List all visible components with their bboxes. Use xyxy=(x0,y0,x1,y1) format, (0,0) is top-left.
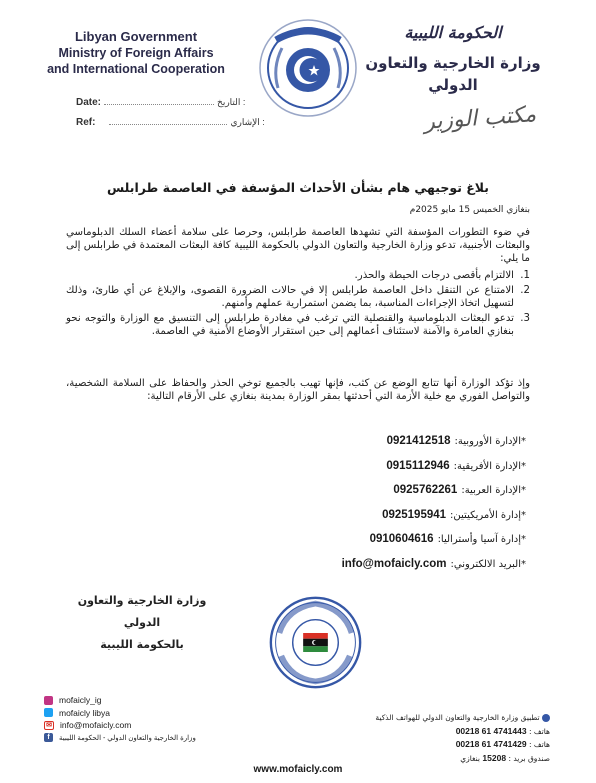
mail-icon: ✉ xyxy=(44,721,54,730)
list-item-text: تدعو البعثات الدبلوماسية والقنصلية التي ترغب في مغادرة طرابلس إلى التنسيق مع الوزارة والتوجه نحو بنغازي العامرة والآمنة لاستئناف أعمالهم إلى حين استقرار الأوضاع الأمنية في العاصمة. xyxy=(66,313,514,337)
list-item-text: الالتزام بأقصى درجات الحيطة والحذر. xyxy=(354,270,514,281)
document-title: بلاغ توجيهي هام بشأن الأحداث المؤسفة في العاصمة طرابلس xyxy=(106,180,489,195)
contact-row: *البريد الالكتروني:info@mofaicly.com xyxy=(341,557,526,570)
date-label: Date: xyxy=(76,97,102,108)
date-line xyxy=(104,96,214,105)
contact-row: *الإدارة الأوروبية:0921412518 xyxy=(386,435,526,447)
social-links xyxy=(44,694,196,744)
ref-line xyxy=(109,116,227,125)
minister-office-signature: مكتب الوزير xyxy=(423,102,537,135)
signature-line1: وزارة الخارجية والتعاون الدولي xyxy=(77,594,207,629)
date-label-ar: التاريخ : xyxy=(217,97,246,107)
ref-label-ar: الإشاري : xyxy=(230,117,265,127)
contact-row: *الإدارة العربية:0925762261 xyxy=(393,484,526,496)
ref-label: Ref: xyxy=(76,117,96,128)
email-link[interactable]: info@mofaicly.com xyxy=(341,557,447,570)
phone-row-1: هاتف : 00218 61 4741443 xyxy=(455,725,550,736)
social-row-instagram[interactable]: mofaicly_ig xyxy=(44,694,196,707)
contact-list xyxy=(226,434,526,581)
social-row-email[interactable]: ✉ info@mofaicly.com xyxy=(44,719,196,732)
phone-number[interactable]: 0921412518 xyxy=(386,435,451,447)
signature-line2: بالحكومة الليبية xyxy=(100,638,184,651)
pobox-row: صندوق بريد : 15208 بنغازي xyxy=(460,752,550,763)
phone-row-2: هاتف : 00218 61 4741429 xyxy=(455,739,550,749)
list-item: 2. الامتناع عن التنقل داخل العاصمة طرابلس إلا في حالات الضرورة القصوى، والإبلاغ عن أي طارئ، وذلك لتسهيل اتخاذ الإجراءات المناسبة، بما يضمن استمرارية عملهم وأمنهم. xyxy=(66,285,530,309)
intro-paragraph: في ضوء التطورات المؤسفة التي تشهدها العاصمة طرابلس، وحرصا على سلامة أعضاء السلك الدبلوماسي والبعثات الأجنبية، تدعو وزارة الخارجية والتعاون الدولي بالحكومة الليبية كافة البعثات المعتمدة في طرابلس إلى ما يلي: xyxy=(66,227,530,264)
english-header-line2: Ministry of Foreign Affairs xyxy=(58,46,214,60)
english-header xyxy=(46,28,226,77)
ref-field xyxy=(76,116,265,128)
closing-paragraph: وإذ تؤكد الوزارة أنها تتابع الوضع عن كثب، فإنها تهيب بالجميع توخي الحذر والحفاظ على السلامة الشخصية، والتواصل الفوري مع خلية الأزمة التي أحدثتها بمقر الوزارة بمدينة بنغازي على الأرقام التالية: xyxy=(66,378,530,402)
date-field xyxy=(76,96,245,108)
website-link[interactable]: www.mofaicly.com xyxy=(253,764,343,775)
phone-number[interactable]: 0925195941 xyxy=(382,508,447,521)
ministry-signature-block xyxy=(72,590,212,656)
footer-contact-info xyxy=(350,712,550,765)
contact-row: *إدارة آسيا وأستراليا:0910604616 xyxy=(369,533,526,545)
app-row: تطبيق وزارة الخارجية والتعاون الدولي للهواتف الذكية xyxy=(350,712,550,725)
phone-number[interactable]: 0915112946 xyxy=(386,459,450,472)
document-dateline: بنغازي الخميس 15 مايو 2025م xyxy=(409,205,530,215)
government-seal-icon xyxy=(258,18,358,118)
arabic-header-line1: الحكومة الليبية xyxy=(404,23,502,42)
contact-row: *إدارة الأمريكيتين:0925195941 xyxy=(382,508,526,521)
official-stamp-icon xyxy=(268,595,363,690)
list-item: 1. الالتزام بأقصى درجات الحيطة والحذر. xyxy=(354,270,530,281)
directive-list xyxy=(66,269,530,340)
instagram-icon xyxy=(44,696,53,705)
social-row-twitter[interactable]: mofaicly libya xyxy=(44,707,196,720)
phone-number[interactable]: 0910604616 xyxy=(369,533,434,545)
facebook-icon: f xyxy=(44,733,53,742)
list-item: 3. تدعو البعثات الدبلوماسية والقنصلية التي ترغب في مغادرة طرابلس إلى التنسيق مع الوزارة والتوجه نحو بنغازي العامرة والآمنة لاستئناف أعمالهم إلى حين استقرار الأوضاع الأمنية في العاصمة. xyxy=(66,313,530,337)
english-header-line3: and International Cooperation xyxy=(47,62,225,76)
arabic-header-line2: وزارة الخارجية والتعاون الدولي xyxy=(365,54,541,94)
list-item-text: الامتناع عن التنقل داخل العاصمة طرابلس إلا في حالات الضرورة القصوى، والإبلاغ عن أي طارئ، وذلك لتسهيل اتخاذ الإجراءات المناسبة، بما يضمن استمرارية عملهم وأمنهم. xyxy=(66,285,514,309)
twitter-icon xyxy=(44,708,53,717)
english-header-line1: Libyan Government xyxy=(74,29,198,44)
arabic-header xyxy=(358,22,548,96)
app-icon xyxy=(542,714,550,722)
phone-number[interactable]: 0925762261 xyxy=(393,484,458,496)
contact-row: *الإدارة الأفريقية:0915112946 xyxy=(386,459,526,472)
social-row-facebook[interactable]: f وزارة الخارجية والتعاون الدولي - الحكومة الليبية xyxy=(44,732,196,745)
